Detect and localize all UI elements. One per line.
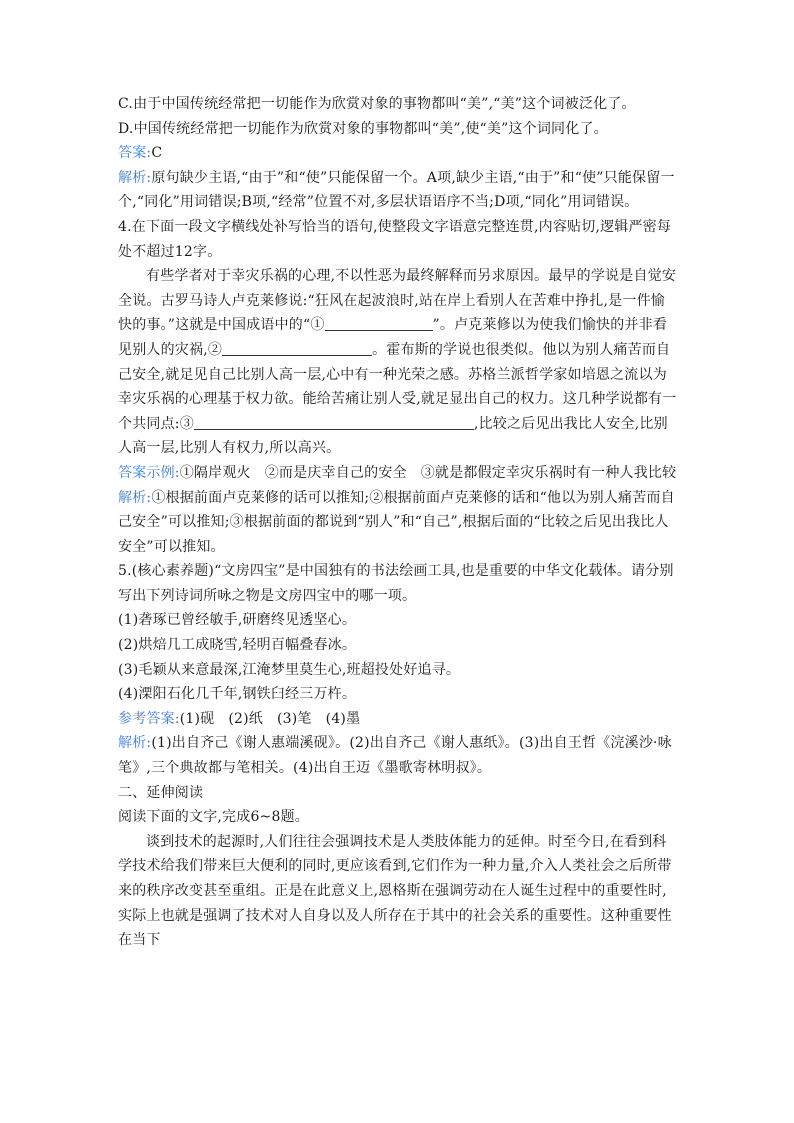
analysis-text: (1)出自齐己《谢人惠端溪砚》。(2)出自齐己《谢人惠纸》。(3)出自王哲《浣溪沙·咏笔》,三个典故都与笔相关。(4)出自王迈《墨歌寄林明叔》。 [118, 735, 672, 777]
analysis-text: ①根据前面卢克莱修的话可以推知;②根据前面卢克莱修的话和“他以为别人痛苦而自己安全”可以推知;③根据前面的都说到“别人”和“自己”,根据后面的“比较之后见出我比人安全”可以推知。 [118, 489, 675, 555]
answer-3: (3)笔 [277, 710, 312, 727]
analysis-text: 原句缺少主语,“由于”和“使”只能保留一个。A项,缺少主语,“由于”和“使”只能保留一个,“同化”用词错误;B项,“经常”位置不对,多层状语语序不当;D项,“同化”用词错误。 [118, 169, 675, 211]
analysis-label: 解析: [118, 489, 152, 506]
analysis-label: 解析: [118, 169, 152, 186]
passage-part-b: ”。卢克莱修以为使我们愉快的并非看见别人的灾祸,② [118, 317, 668, 358]
q5-analysis [118, 731, 678, 780]
answer-3: ③就是都假定幸灾乐祸时有一种人我比较 [420, 464, 677, 481]
q5-answer [118, 707, 678, 732]
passage-part-a: 有些学者对于幸灾乐祸的心理,不以性恶为最终解释而另求原因。最早的学说是自觉安全说。古罗马诗人卢克莱修说:“狂风在起波浪时,站在岸上看别人在苦难中挣扎,是一件愉快的事。”这就是中国成语中的“① [118, 268, 677, 334]
passage-part-c: 。霍布斯的学说也很类似。他以为别人痛苦而自己安全,就足见自己比别人高一层,心中有一种光荣之感。苏格兰派哲学家如培恩之流以为幸灾乐祸的心理基于权力欲。能给苦痛让别人受,就足显出自己的权力。这几种学说都有一个共同点:③ [118, 341, 677, 432]
section-heading: 二、延伸阅读 [118, 784, 204, 801]
q3-option-c: C.由于中国传统经常把一切能作为欣赏对象的事物都叫“美”,“美”这个词被泛化了。 [118, 96, 636, 112]
q4-passage [118, 264, 678, 461]
q5-item-2: (2)烘焙几工成晓雪,轻明百幅叠春冰。 [118, 637, 357, 654]
answer-2: (2)纸 [228, 710, 263, 727]
q5-item-1: (1)砻琢已曾经敏手,研磨终见透坚心。 [118, 612, 357, 629]
section-instruction: 阅读下面的文字,完成6~8题。 [118, 809, 309, 826]
q4-answer [118, 461, 678, 486]
answer-label: 答案示例: [118, 464, 180, 481]
passage-part-d: ,比较之后见出我比人安全,比别人高一层,比别人有权力,所以高兴。 [118, 415, 668, 457]
q3-option-d: D.中国传统经常把一切能作为欣赏对象的事物都叫“美”,使“美”这个词同化了。 [118, 120, 608, 137]
reading-passage: 谈到技术的起源时,人们往往会强调技术是人类肢体能力的延伸。时至今日,在看到科学技术给我们带来巨大便利的同时,更应该看到,它们作为一种力量,介入人类社会之后所带来的秩序改变甚至重组。正是在此意义上,恩格斯在强调劳动在人诞生过程中的重要性时,实际上也就是强调了技术对人自身以及人所存在于其中的社会关系的重要性。这种重要性在当下 [118, 833, 672, 949]
answer-2: ②而是庆幸自己的安全 [264, 464, 407, 481]
document-page [118, 92, 678, 953]
q5-item-3: (3)毛颖从来意最深,江淹梦里莫生心,班超投处好追寻。 [118, 661, 461, 678]
answer-label: 参考答案: [118, 710, 180, 727]
answer-1: (1)砚 [179, 710, 215, 727]
q4-stem: 4.在下面一段文字横线处补写恰当的语句,使整段文字语意完整连贯,内容贴切,逻辑严密每处不超过12字。 [118, 218, 672, 260]
blank-2[interactable] [222, 339, 372, 356]
q3-analysis [118, 166, 678, 215]
q5-item-4: (4)溧阳石化几千年,钢铁臼经三万杵。 [118, 686, 357, 703]
q4-analysis [118, 486, 678, 560]
answer-4: (4)墨 [325, 710, 361, 727]
answer-1: ①隔岸观火 [179, 464, 251, 481]
answer-label: 答案: [118, 145, 152, 162]
answer-value: C [151, 145, 163, 162]
q5-stem: 5.(核心素养题)“文房四宝”是中国独有的书法绘画工具,也是重要的中华文化载体。请分别写出下列诗词所咏之物是文房四宝中的哪一项。 [118, 563, 674, 604]
analysis-label: 解析: [118, 735, 152, 752]
blank-1[interactable] [325, 314, 433, 331]
blank-3[interactable] [194, 413, 474, 430]
q3-answer [118, 141, 678, 166]
